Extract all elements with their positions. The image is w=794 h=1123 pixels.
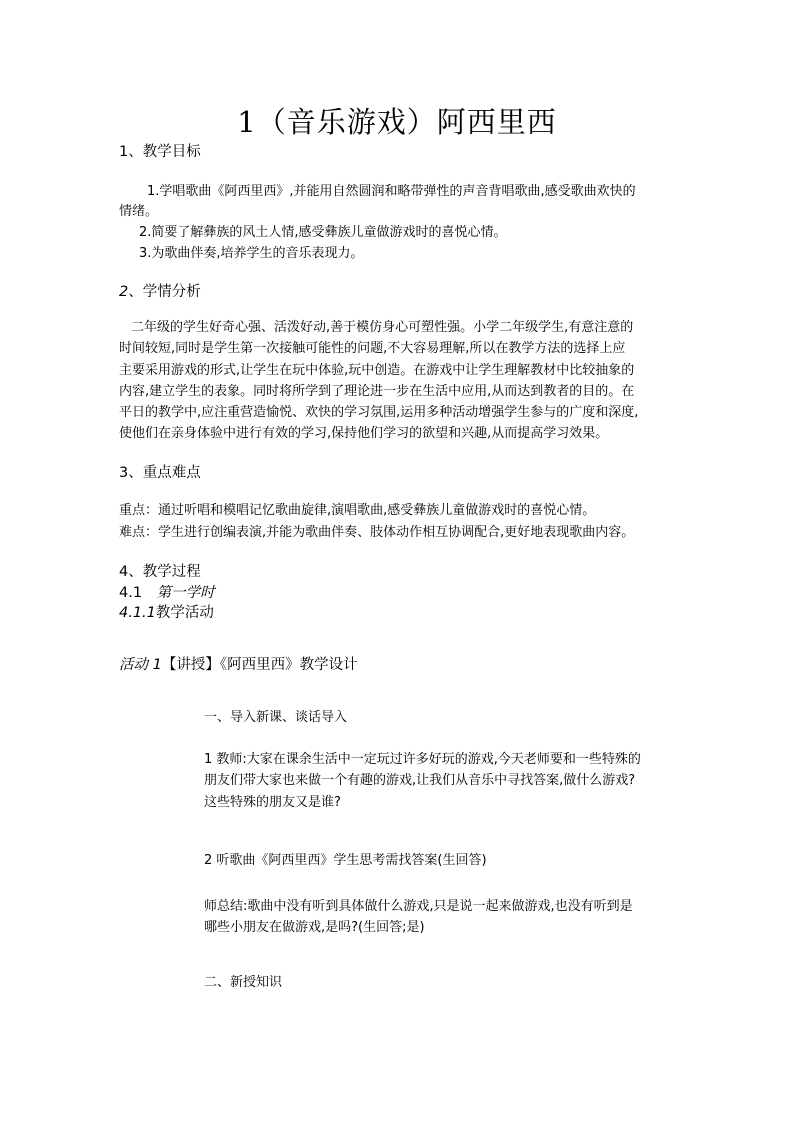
subsection-label: 第一学时 xyxy=(156,585,215,601)
step-1-line: 这些特殊的朋友又是谁? xyxy=(204,794,341,810)
summary-line: 师总结:歌曲中没有听到具体做什么游戏,只是说一起来做游戏,也没有听到是 xyxy=(204,899,633,914)
analysis-line: 平日的教学中,应注重营造愉悦、欢快的学习氛围,运用多种活动增强学生参与的广度和深度, xyxy=(119,405,639,421)
subsection-label: 教学活动 xyxy=(155,605,214,621)
goal-2: 2.简要了解彝族的风土人情,感受彝族儿童做游戏时的喜悦心情。 xyxy=(139,225,507,240)
subsection-number: 4.1.1 xyxy=(119,605,156,621)
part-1-heading: 一、导入新课、谈话导入 xyxy=(204,710,348,725)
key-point: 重点：通过听唱和模唱记忆歌曲旋律,演唱歌曲,感受彝族儿童做游戏时的喜悦心情。 xyxy=(119,503,596,518)
section-heading-analysis xyxy=(119,280,201,301)
subsection-4-1 xyxy=(119,581,215,602)
goal-3: 3.为歌曲伴奏,培养学生的音乐表现力。 xyxy=(139,246,364,261)
activity-prefix: 活动 1 xyxy=(119,657,162,673)
step-1-line: 1 教师:大家在课余生活中一定玩过许多好玩的游戏,今天老师要和一些特殊的 xyxy=(204,752,641,767)
part-2-heading: 二、新授知识 xyxy=(204,975,283,990)
difficult-point: 难点：学生进行创编表演,并能为歌曲伴奏、肢体动作相互协调配合,更好地表现歌曲内容。 xyxy=(119,525,635,540)
heading-number: 2 xyxy=(119,284,129,300)
step-1-line: 朋友们带大家也来做一个有趣的游戏,让我们从音乐中寻找答案,做什么游戏? xyxy=(204,773,636,789)
analysis-line: 主要采用游戏的形式,让学生在玩中体验,玩中创造。在游戏中让学生理解教材中比较抽象的 xyxy=(119,362,635,378)
analysis-line: 使他们在亲身体验中进行有效的学习,保持他们学习的欲望和兴趣,从而提高学习效果。 xyxy=(119,426,609,442)
analysis-paragraph xyxy=(119,317,679,445)
heading-text: 、学情分析 xyxy=(128,284,201,300)
page-title: 1（音乐游戏）阿西里西 xyxy=(237,105,557,139)
goal-1-line-2: 情绪。 xyxy=(119,204,159,219)
subsection-number: 4.1 xyxy=(119,585,143,601)
analysis-line: 时间较短,同时是学生第一次接触可能性的问题,不大容易理解,所以在教学方法的选择上应 xyxy=(119,341,626,357)
summary-line: 哪些小朋友在做游戏,是吗?(生回答;是) xyxy=(204,920,425,936)
step-1-paragraph xyxy=(204,749,641,813)
section-heading-process: 4、教学过程 xyxy=(119,564,201,580)
summary-paragraph xyxy=(204,896,633,939)
section-heading-goals: 1、教学目标 xyxy=(119,144,201,160)
section-heading-key-points: 3、重点难点 xyxy=(119,465,201,481)
analysis-line: 二年级的学生好奇心强、活泼好动,善于模仿身心可塑性强。小学二年级学生,有意注意的 xyxy=(131,320,634,335)
subsection-4-1-1 xyxy=(119,601,214,622)
activity-heading xyxy=(119,653,358,674)
analysis-line: 内容,建立学生的表象。同时将所学到了理论进一步在生活中应用,从而达到教者的目的。在 xyxy=(119,383,635,399)
goal-1-line-1: 1.学唱歌曲《阿西里西》,并能用自然圆润和略带弹性的声音背唱歌曲,感受歌曲欢快的 xyxy=(147,184,636,199)
activity-title: 【讲授】《阿西里西》教学设计 xyxy=(161,657,358,673)
step-2: 2 听歌曲《阿西里西》学生思考需找答案(生回答) xyxy=(204,853,487,868)
